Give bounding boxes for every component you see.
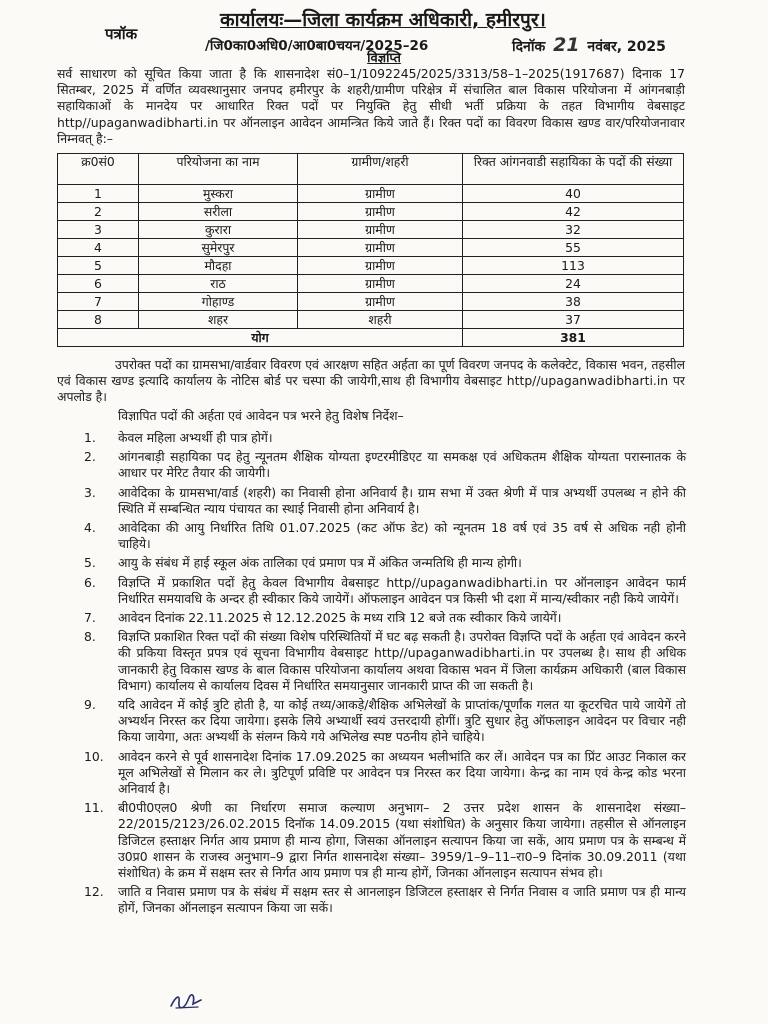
row-count: 40 (463, 185, 684, 203)
row-type: ग्रामीण (298, 185, 463, 203)
row-project: मुस्करा (139, 185, 298, 203)
row-project: सुमेरपुर (139, 239, 298, 257)
row-serial: 3 (58, 221, 139, 239)
row-type: ग्रामीण (298, 257, 463, 275)
table-header-row (58, 154, 684, 185)
item-text: आयु के संबंध में हाई स्कूल अंक तालिका एवं प्रमाण पत्र में अंकित जन्मतिथि ही मान्य होगी। (118, 555, 522, 571)
row-count: 38 (463, 293, 684, 311)
row-project: सरीला (139, 203, 298, 221)
row-serial: 1 (58, 185, 139, 203)
patrank-label: पत्रॉक (105, 25, 138, 43)
item-text: विज्ञप्ति में प्रकाशित पदों हेतु केवल विभागीय वेबसाइट http//upaganwadibharti.in पर ऑनलाइन आवेदन फार्म निर्धारित समयावधि के अन्दर ही स्वीकार किये जायेगें। ऑफलाइन आवेदन पत्र किसी भी दशा में मान्य/स्वीकार नही किये जायेगें। (118, 574, 686, 606)
row-serial: 5 (58, 257, 139, 275)
list-item (84, 884, 686, 916)
row-count: 113 (463, 257, 684, 275)
row-type: शहरी (298, 311, 463, 329)
item-number: 8. (84, 629, 96, 645)
item-text: आवेदिका के ग्रामसभा/वार्ड (शहरी) का निवासी होना अनिवार्य है। ग्राम सभा में उक्त श्रेणी में पात्र अभ्यर्थी उपलब्ध न होने की स्थिति में सम्बन्धित न्याय पंचायत का स्थाई निवासी होना अनिवार्य है। (118, 484, 686, 516)
row-serial: 6 (58, 275, 139, 293)
row-project: मौदहा (139, 257, 298, 275)
list-item (84, 800, 686, 881)
row-count: 37 (463, 311, 684, 329)
reference-number: /जि0का0अधि0/आ0बा0चयन/2025–26 (205, 38, 429, 54)
row-type: ग्रामीण (298, 275, 463, 293)
row-count: 55 (463, 239, 684, 257)
row-count: 42 (463, 203, 684, 221)
row-serial: 7 (58, 293, 139, 311)
item-number: 4. (84, 520, 96, 536)
row-project: राठ (139, 275, 298, 293)
row-count: 32 (463, 221, 684, 239)
list-item (84, 697, 686, 746)
signature (168, 988, 204, 1014)
total-value: 381 (463, 329, 684, 347)
instructions-heading: विज्ञापित पदों की अर्हता एवं आवेदन पत्र भरने हेतु विशेष निर्देश– (118, 408, 404, 423)
table-total-row (58, 329, 684, 347)
row-type: ग्रामीण (298, 221, 463, 239)
table-row (58, 257, 684, 275)
header-count: रिक्त आंगनवाडी सहायिका के पदों की संख्या (463, 154, 684, 185)
item-text: विज्ञप्ति प्रकाशित रिक्त पदों की संख्या विशेष परिस्थितियों में घट बढ़ सकती है। उपरोक्त विज्ञप्ति पदों के अर्हता एवं आवेदन करने की प्रकिया विस्तृत प्रपत्र एवं सूचना विभागीय वेबसाइट http//upaganwadibharti.in पर उपलब्ध है। साथ ही अधिक जानकारी हेतु विकास खण्ड के बाल विकास परियोजना कार्यालय अथवा विकास भवन में जिला कार्यक्रम अधिकारी (बाल विकास विभाग) कार्यालय से कार्यालय दिवस में निर्धारित समयानुसार जानकारी प्राप्त की जा सकती है। (118, 629, 686, 693)
row-project: कुरारा (139, 221, 298, 239)
list-item (84, 430, 686, 446)
list-item (84, 748, 686, 798)
total-label: योग (58, 329, 463, 347)
table-row (58, 293, 684, 311)
item-number: 10. (84, 748, 104, 764)
item-number: 3. (84, 484, 96, 500)
item-text: आवेदन दिनांक 22.11.2025 से 12.12.2025 के मध्य रात्रि 12 बजे तक स्वीकार किये जायेगें। (118, 610, 562, 626)
date-prefix: दिनॉक (512, 39, 546, 55)
item-text: आवेदिका की आयु निर्धारित तिथि 01.07.2025 (कट ऑफ डेट) को न्यूनतम 18 वर्ष एवं 35 वर्ष से अधिक नही होनी चाहिये। (118, 520, 686, 552)
vacancy-table (57, 153, 684, 347)
item-number: 2. (84, 449, 96, 465)
list-item (84, 574, 686, 607)
list-item (84, 629, 686, 694)
instructions-list (84, 430, 686, 920)
item-number: 7. (84, 610, 96, 626)
row-serial: 2 (58, 203, 139, 221)
header-project: परियोजना का नाम (139, 154, 298, 185)
table-row (58, 203, 684, 221)
item-text: जाति व निवास प्रमाण पत्र के संबंध में सक्षम स्तर से आनलाइन डिजिटल हस्ताक्षर से निर्गत निवास व जाति प्रमाण पत्र ही मान्य होगें, जिनका ऑनलाइन सत्यापन किया जा सकें। (118, 884, 686, 916)
header-type: ग्रामीण/शहरी (298, 154, 463, 185)
list-item (84, 520, 686, 552)
item-number: 11. (84, 800, 104, 816)
item-number: 1. (84, 430, 96, 445)
row-count: 24 (463, 275, 684, 293)
header-serial: क्र0सं0 (58, 154, 139, 185)
notice-title: विज्ञप्ति (367, 51, 401, 66)
item-number: 5. (84, 555, 96, 571)
row-project: शहर (139, 311, 298, 329)
item-number: 9. (84, 697, 96, 713)
list-item (84, 555, 686, 571)
row-type: ग्रामीण (298, 239, 463, 257)
office-heading: कार्यालयः—जिला कार्यक्रम अधिकारी, हमीरपुर। (220, 9, 546, 31)
list-item (84, 610, 686, 626)
row-serial: 8 (58, 311, 139, 329)
item-text: आवेदन करने से पूर्व शासनादेश दिनांक 17.09.2025 का अध्ययन भलीभांति कर लें। आवेदन पत्र का प्रिंट आउट निकाल कर मूल अभिलेखों से मिलान कर ले। त्रुटिपूर्ण प्रविष्टि पर आवेदन पत्र निरस्त कर दिया जायेगा। केन्द्र का नाम एवं केन्द्र कोड भरना अनिवार्य है। (118, 748, 686, 797)
item-text: बी0पी0एल0 श्रेणी का निर्धारण समाज कल्याण अनुभाग– 2 उत्तर प्रदेश शासन के शासनादेश संख्या– 22/2015/2123/26.02.2015 दिनॉक 14.09.2015 (यथा संशोधित) के अनुसार किया जायेगा। तहसील से ऑनलाइन डिजिटल हस्ताक्षर निर्गत आय प्रमाण ही मान्य होगा, जिसका ऑनलाइन सत्यापन किया जा सकें, आय प्रमाण पत्र के सम्बन्ध में उ0प्र0 शासन के राजस्व अनुभाग–9 द्वारा निर्गत शासनादेश संख्या– 3959/1–9–11–रा0–9 दिनांक 30.09.2011 (यथा संशोधित) के क्रम में सक्षम स्तर से निर्गत आय प्रमाण पत्र ही मान्य होगें, जिनका ऑनलाइन सत्यापन संभव हो। (118, 800, 686, 881)
intro-paragraph: सर्व साधारण को सूचित किया जाता है कि शासनादेश सं0–1/1092245/2025/3313/58–1–2025(1917687) दिनाक 17 सितम्बर, 2025 में वर्णित व्यवस्थानुसार जनपद हमीरपुर के शहरी/ग्रामीण परिक्षेत्र में संचालित बाल विकास परियोजना में आंगनबाड़ी सहायिकाओं के मानदेय पर आधारित रिक्त पदों पर नियुक्ति हेतु सीधी भर्ती प्रक्रिया के तहत विभागीय वेबसाइट http//upaganwadibharti.in पर ऑनलाइन आवेदन आमन्त्रित किये जाते हैं। रिक्त पदों का विवरण विकास खण्ड वार/परियोजनावार निम्नवत् है:– (57, 66, 685, 146)
list-item (84, 449, 686, 481)
row-type: ग्रामीण (298, 203, 463, 221)
row-project: गोहाण्ड (139, 293, 298, 311)
list-item (84, 484, 686, 517)
details-paragraph: उपरोक्त पदों का ग्रामसभा/वार्डवार विवरण एवं आरक्षण सहित अर्हता का पूर्ण विवरण जनपद के कलेक्टेट, विकास भवन, तहसील एवं विकास खण्ड इत्यादि कार्यालय के नोटिस बोर्ड पर चस्पा की जायेगी,साथ ही विभागीय वेबसाइट http//upaganwadibharti.in पर अपलोड है। (57, 357, 685, 405)
date-day: 21 (553, 34, 580, 56)
item-number: 12. (84, 884, 104, 900)
item-number: 6. (84, 574, 96, 590)
item-text: केवल महिला अभ्यर्थी ही पात्र होगें। (118, 430, 273, 445)
table-row (58, 239, 684, 257)
table-row (58, 185, 684, 203)
table-row (58, 221, 684, 239)
date-rest: नवंबर, 2025 (587, 39, 666, 55)
item-text: यदि आवेदन में कोई त्रुटि होती है, या कोई तथ्य/आकड़े/शैक्षिक अभिलेखों के प्राप्तांक/पूर्णांक गलत या कूटरचित पाये जायेगें तो अभ्यर्थन निरस्त कर दिया जायेगा। इसके लिये अभ्यार्थी स्वयं उत्तरदायी होगीं। त्रुटि सुधार हेतु ऑफलाइन आवेदन पर विचार नही किया जायेगा, अतः अभ्यर्थी के संलग्न किये गये अभिलेख स्पष्ट पठनीय होने चाहिये। (118, 697, 686, 745)
table-row (58, 311, 684, 329)
item-text: आंगनबाड़ी सहायिका पद हेतु न्यूनतम शैक्षिक योग्यता इण्टरमीडिएट या समकक्ष एवं अधिकतम शैक्षिक योग्यता परास्नातक के आधार पर मेरिट तैयार की जायेगी। (118, 449, 686, 481)
table-row (58, 275, 684, 293)
row-serial: 4 (58, 239, 139, 257)
row-type: ग्रामीण (298, 293, 463, 311)
